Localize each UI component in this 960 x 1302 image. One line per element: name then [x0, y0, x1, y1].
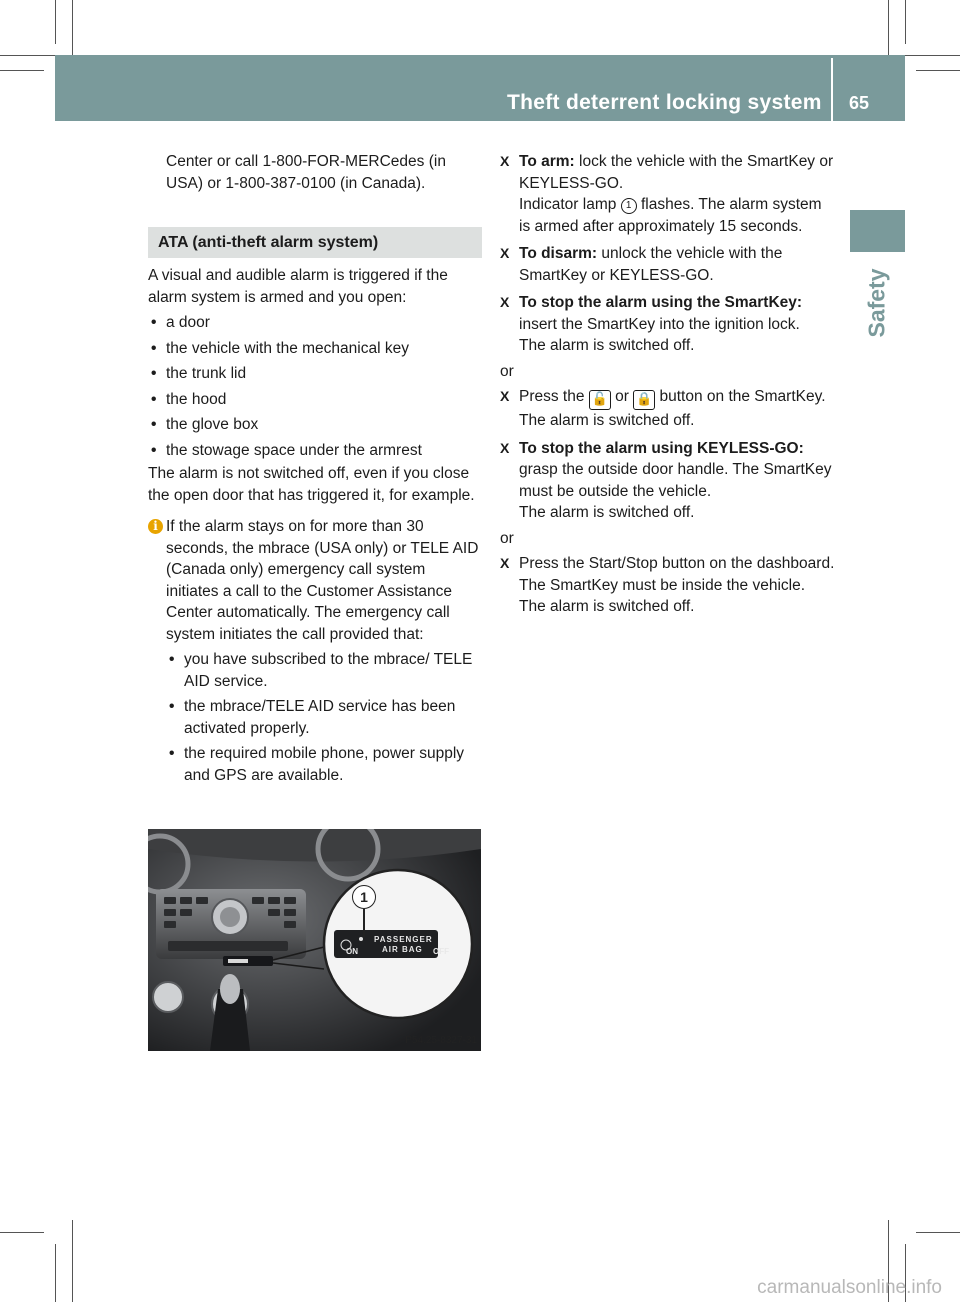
info-text: If the alarm stays on for more than 30 seconds, the mbrace (USA only) or TELE AID (Canada only) emergency call system initiates a call to the Customer Assistance Center automatically. The emergency call system initiates the call provided that:: [166, 518, 479, 643]
panel-on-label: ON: [346, 947, 358, 956]
bullet-icon: •: [151, 365, 157, 382]
info-icon: i: [148, 519, 163, 534]
instruction-step: X To arm: lock the vehicle with the SmartKey or KEYLESS-GO. Indicator lamp 1 flashes. The alarm system is armed after approximately 15 seconds.: [500, 153, 834, 235]
crop-mark: [55, 0, 56, 44]
crop-mark: [0, 55, 55, 56]
instruction-step: X To stop the alarm using the SmartKey: insert the SmartKey into the ignition lock. The alarm is switched off.: [500, 292, 836, 357]
bullet-icon: •: [151, 441, 157, 459]
page-title: Theft deterrent locking system: [507, 91, 822, 114]
instruction-step: X Press the Start/Stop button on the dashboard. The SmartKey must be inside the vehicle. The alarm is switched off.: [500, 553, 836, 618]
list-item: • the trunk lid: [148, 363, 482, 385]
figure-code: P54.25-8327-31: [405, 1035, 477, 1046]
crop-mark: [905, 0, 906, 44]
section-tab-block: [850, 210, 905, 252]
lock-icon: 🔒: [633, 390, 655, 410]
step-arrow-icon: X: [500, 245, 510, 261]
unlock-icon: 🔓: [589, 390, 611, 410]
list-item: • the hood: [148, 389, 482, 411]
bullet-icon: •: [169, 745, 175, 762]
step-arrow-icon: X: [500, 388, 510, 404]
callout-line: [363, 909, 365, 937]
step-label: To stop the alarm using KEYLESS-GO:: [519, 439, 804, 457]
bullet-icon: •: [151, 339, 157, 357]
crop-mark: [916, 1232, 960, 1233]
continuation-text: Center or call 1-800-FOR-MERCedes (in USA) or 1-800-387-0100 (in Canada).: [166, 153, 446, 192]
step-label: To stop the alarm using the SmartKey:: [519, 294, 803, 311]
step-label: To disarm:: [519, 245, 598, 262]
header-divider: [831, 58, 833, 121]
bullet-icon: •: [169, 651, 175, 668]
list-item: • the glove box: [148, 414, 482, 436]
list-item: • a door: [148, 312, 482, 334]
step-label: To arm:: [519, 153, 575, 170]
or-text: or: [500, 529, 514, 547]
callout-ref-icon: 1: [621, 198, 637, 214]
right-column: [500, 151, 836, 618]
page-number: 65: [849, 93, 870, 113]
info-conditions-list: [166, 649, 482, 786]
step-arrow-icon: X: [500, 439, 510, 456]
intro-text: A visual and audible alarm is triggered if the alarm system is armed and you open:: [148, 267, 448, 306]
instruction-step: X To stop the alarm using KEYLESS-GO: grasp the outside door handle. The SmartKey must be outside the vehicle. The alarm is switched off.: [500, 438, 836, 524]
step-result: The alarm is switched off.: [519, 412, 695, 429]
instruction-step: X Press the 🔓 or 🔒 button on the SmartKey. The alarm is switched off.: [500, 386, 836, 432]
crop-mark: [0, 70, 44, 71]
after-text: The alarm is not switched off, even if you close the open door that has triggered it, for example.: [148, 465, 475, 504]
bullet-icon: •: [151, 314, 157, 331]
panel-off-label: OFF: [433, 947, 449, 956]
watermark: carmanualsonline.info: [757, 1277, 942, 1298]
step-arrow-icon: X: [500, 555, 510, 571]
crop-mark: [72, 0, 73, 55]
step-result: The alarm is switched off.: [519, 504, 695, 521]
left-column: [148, 151, 482, 786]
step-arrow-icon: X: [500, 153, 510, 169]
callout-number: 1: [352, 885, 376, 909]
crop-mark: [0, 1232, 44, 1233]
dashboard-figure: [148, 829, 481, 1051]
section-tab-label: Safety: [863, 268, 890, 338]
step-arrow-icon: X: [500, 294, 510, 310]
or-text: or: [500, 362, 514, 380]
list-item: • the required mobile phone, power supply and GPS are available.: [169, 745, 465, 784]
crop-mark: [905, 55, 960, 56]
section-heading: ATA (anti-theft alarm system): [148, 227, 482, 258]
list-item: • the mbrace/TELE AID service has been activated properly.: [169, 698, 456, 737]
crop-mark: [888, 0, 889, 55]
list-item: • you have subscribed to the mbrace/ TELE AID service.: [169, 651, 473, 690]
bullet-icon: •: [169, 698, 175, 715]
crop-mark: [55, 1244, 56, 1302]
crop-mark: [916, 70, 960, 71]
crop-mark: [72, 1220, 73, 1302]
panel-label-line2: AIR BAG: [382, 945, 423, 954]
instruction-step: X To disarm: unlock the vehicle with the SmartKey or KEYLESS-GO.: [500, 245, 783, 284]
list-item: • the stowage space under the armrest: [148, 440, 482, 462]
bullet-icon: •: [151, 416, 157, 433]
bullet-icon: •: [151, 390, 157, 408]
step-result: The alarm is switched off.: [519, 598, 695, 615]
info-note: [148, 516, 482, 786]
step-result: The alarm is switched off.: [519, 337, 695, 354]
section-tab: [850, 258, 905, 348]
trigger-list: [148, 312, 482, 461]
list-item: • the vehicle with the mechanical key: [148, 338, 482, 360]
panel-label-line1: PASSENGER: [374, 935, 433, 944]
